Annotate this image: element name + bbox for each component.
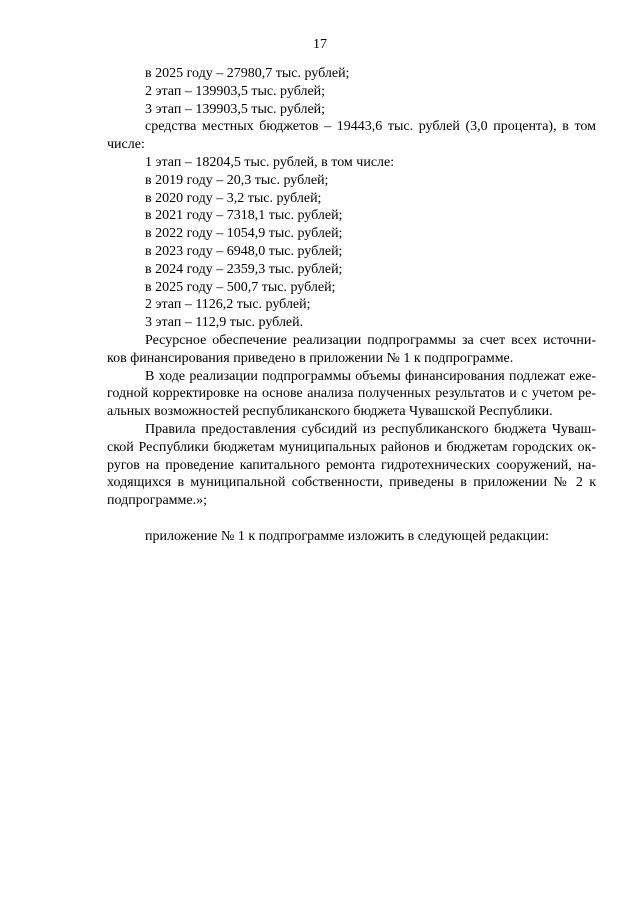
text-line: в 2022 году – 1054,9 тыс. рублей; bbox=[145, 226, 343, 242]
rules-paragraph-line: ходящихся в муниципальной собственности, приведены в приложении № 2 к bbox=[107, 475, 596, 491]
text-line: 3 этап – 139903,5 тыс. рублей; bbox=[145, 101, 326, 117]
rules-paragraph-line: Правила предоставления субсидий из республиканского бюджета Чуваш- bbox=[145, 421, 596, 437]
rules-paragraph-line: ругов на проведение капитального ремонта гидротехнических сооружений, на- bbox=[107, 457, 596, 473]
text-line: в 2024 году – 2359,3 тыс. рублей; bbox=[145, 261, 343, 277]
page-content bbox=[107, 65, 596, 546]
rules-paragraph-line: ской Республики бюджетам муниципальных районов и бюджетам городских ок- bbox=[107, 439, 596, 455]
appendix-instruction: приложение № 1 к подпрограмме изложить в следующей редакции: bbox=[145, 528, 550, 544]
local-budgets-line: числе: bbox=[107, 137, 145, 153]
correction-paragraph-line: В ходе реализации подпрограммы объемы финансирования подлежат еже- bbox=[145, 368, 596, 384]
resources-paragraph-line: ков финансирования приведено в приложении № 1 к подпрограмме. bbox=[107, 350, 514, 366]
text-line: в 2025 году – 27980,7 тыс. рублей; bbox=[145, 66, 350, 81]
text-line: 2 этап – 1126,2 тыс. рублей; bbox=[145, 297, 311, 313]
text-line: в 2025 году – 500,7 тыс. рублей; bbox=[145, 279, 336, 295]
text-line: 1 этап – 18204,5 тыс. рублей, в том числе: bbox=[145, 154, 395, 170]
blank-line bbox=[107, 510, 596, 528]
text-line: 3 этап – 112,9 тыс. рублей. bbox=[145, 315, 304, 331]
text-line: в 2023 году – 6948,0 тыс. рублей; bbox=[145, 243, 343, 259]
text-line: в 2019 году – 20,3 тыс. рублей; bbox=[145, 172, 329, 188]
local-budgets-line: средства местных бюджетов – 19443,6 тыс. рублей (3,0 процента), в том bbox=[145, 119, 596, 135]
text-line: в 2021 году – 7318,1 тыс. рублей; bbox=[145, 208, 343, 224]
text-line: в 2020 году – 3,2 тыс. рублей; bbox=[145, 190, 322, 206]
rules-paragraph-line: подпрограмме.»; bbox=[107, 493, 207, 509]
correction-paragraph-line: годной корректировке на основе анализа полученных результатов и с учетом ре- bbox=[107, 386, 596, 402]
resources-paragraph-line: Ресурсное обеспечение реализации подпрограммы за счет всех источни- bbox=[145, 332, 596, 348]
correction-paragraph-line: альных возможностей республиканского бюджета Чувашской Республики. bbox=[107, 404, 553, 420]
text-line: 2 этап – 139903,5 тыс. рублей; bbox=[145, 83, 326, 99]
page-number: 17 bbox=[313, 37, 327, 52]
